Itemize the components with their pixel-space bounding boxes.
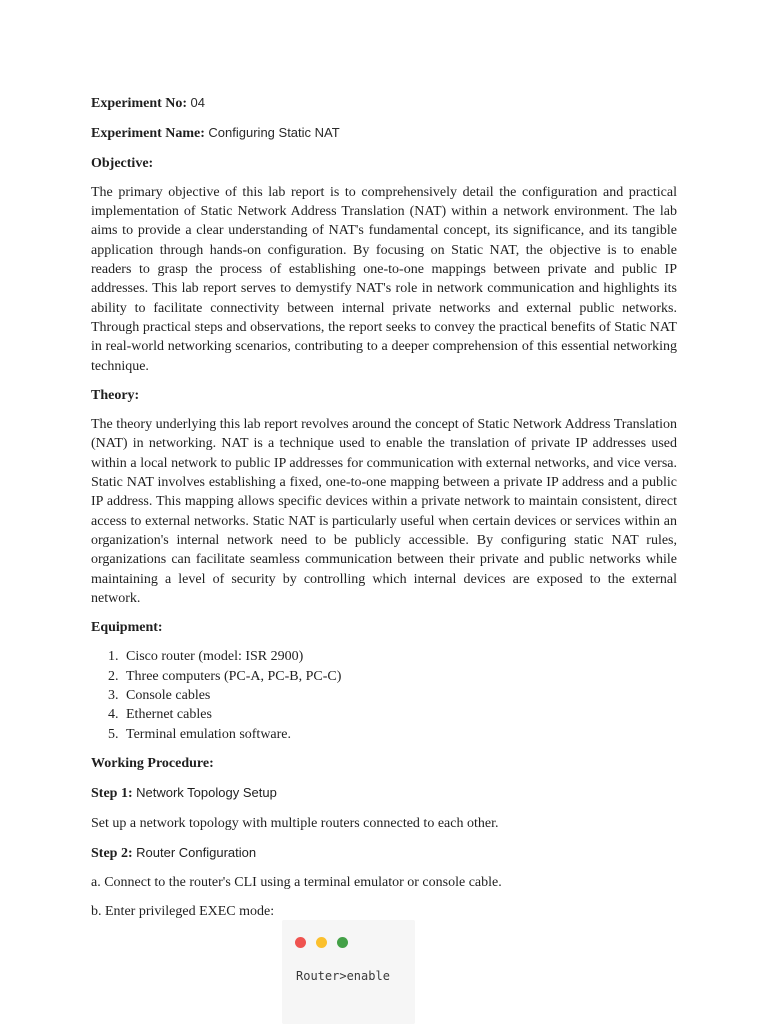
list-item: 3. Console cables [122, 686, 677, 705]
step-1-title: Network Topology Setup [136, 785, 277, 801]
terminal-command: Router>enable [296, 969, 390, 983]
experiment-number [91, 93, 677, 113]
experiment-name-label: Experiment Name: [91, 126, 205, 142]
experiment-number-value: 04 [190, 95, 206, 110]
list-item: 2. Three computers (PC-A, PC-B, PC-C) [122, 667, 677, 686]
experiment-name-value: Configuring Static NAT [208, 125, 340, 141]
terminal-code-block [282, 920, 415, 1024]
equipment-heading: Equipment: [91, 620, 163, 636]
close-dot-icon [295, 937, 306, 948]
minimize-dot-icon [316, 937, 327, 948]
objective-paragraph: The primary objective of this lab report is to comprehensively detail the configuration and practical implementation of Static Network Address Translation (NAT) within a network environment. The lab aims to provide a clear understanding of NAT's fundamental concept, its significance, and its tangible application through hands-on configuration. By focusing on Static NAT, the objective is to enable readers to grasp the process of establishing one-to-one mappings between private and public IP addresses. This lab report serves to demystify NAT's role in network communication and highlights its ability to facilitate connectivity between internal private networks and external public networks. Through practical steps and observations, the report seeks to convey the practical benefits of Static NAT in real-world networking scenarios, contributing to a deeper comprehension of this essential networking technique. [91, 184, 677, 374]
list-item: 1. Cisco router (model: ISR 2900) [122, 647, 677, 666]
lab-report-page [91, 93, 677, 932]
equipment-list [91, 647, 677, 743]
experiment-name [91, 123, 677, 143]
step-2-substep-b: b. Enter privileged EXEC mode: [91, 904, 275, 920]
step-2-label: Step 2: [91, 845, 133, 861]
theory-paragraph: The theory underlying this lab report revolves around the concept of Static Network Address Translation (NAT) in networking. NAT is a technique used to enable the translation of private IP addresses used within a local network to public IP addresses for communication with external networks, and vice versa. Static NAT involves establishing a fixed, one-to-one mapping between a private IP address and a public IP address. This mapping allows specific devices within a private network to maintain consistent, direct access to external networks. Static NAT is particularly useful when certain devices or services within an organization's internal network need to be publicly accessible. By configuring static NAT rules, organizations can facilitate seamless communication between their private and public networks while maintaining a level of security by controlling which internal devices are exposed to the external network. [91, 417, 677, 606]
step-1 [91, 783, 677, 803]
theory-heading: Theory: [91, 387, 140, 403]
step-1-text: Set up a network topology with multiple routers connected to each other. [91, 815, 499, 831]
objective-heading: Objective: [91, 155, 154, 171]
window-controls [295, 935, 354, 947]
procedure-heading: Working Procedure: [91, 755, 214, 771]
list-item: 5. Terminal emulation software. [122, 725, 677, 744]
step-2-title: Router Configuration [136, 844, 257, 860]
step-1-label: Step 1: [91, 786, 133, 802]
step-2 [91, 843, 677, 863]
step-2-substep-a: a. Connect to the router's CLI using a terminal emulator or console cable. [91, 875, 502, 891]
maximize-dot-icon [337, 937, 348, 948]
list-item: 4. Ethernet cables [122, 705, 677, 724]
experiment-number-label: Experiment No: [91, 96, 188, 111]
